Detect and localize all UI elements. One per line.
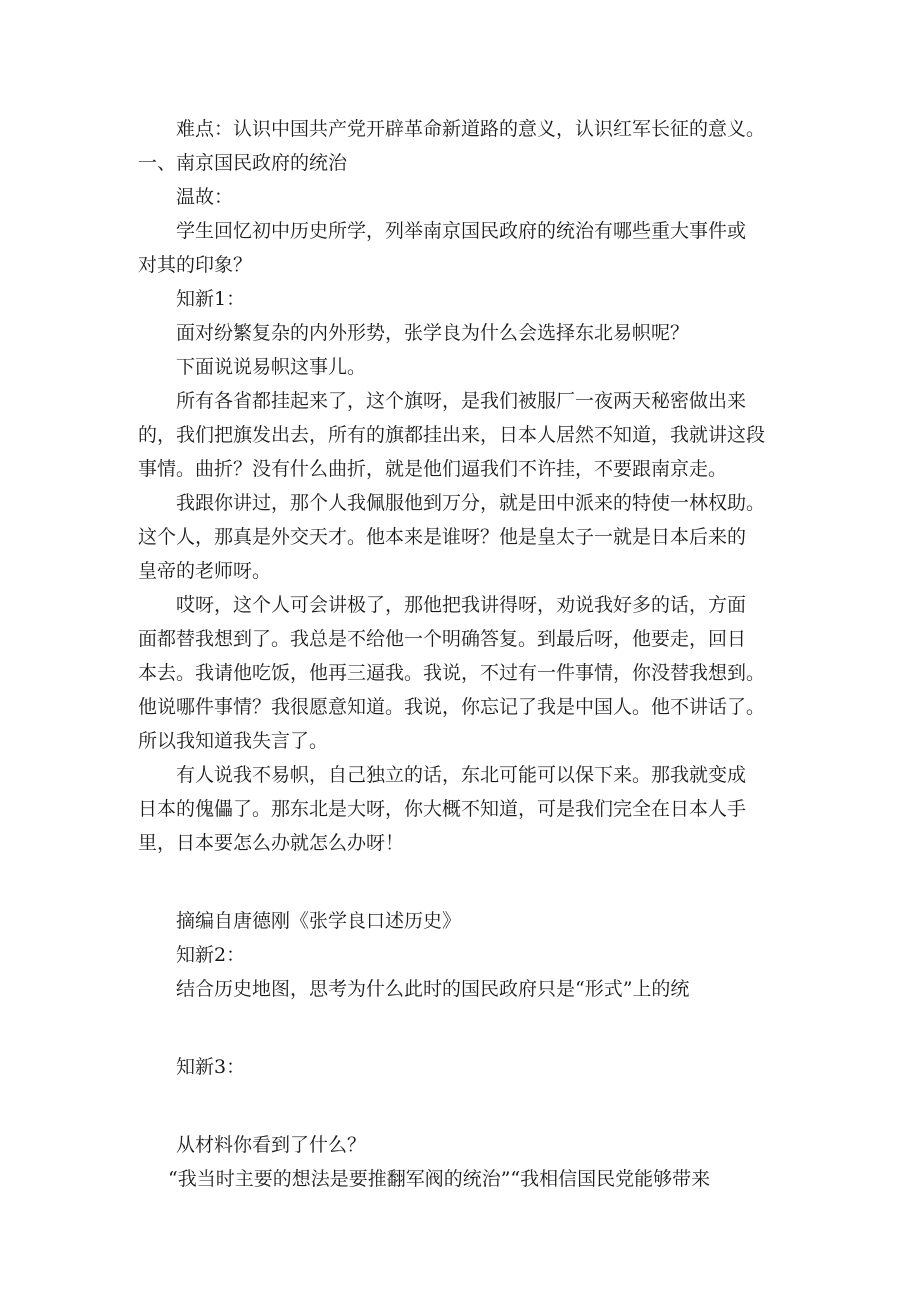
new-knowledge-1-label: 知新1： [176,288,246,310]
paragraph-line: 下面说说易帜这事儿。 [176,356,367,378]
quote-line: 本去。我请他吃饭，他再三逼我。我说，不过有一件事情，你没替我想到。 [138,662,766,684]
document-page [138,112,788,1196]
difficulty-line: 难点：认识中国共产党开辟革命新道路的意义，认识红军长征的意义。 [176,118,766,140]
quote-line: “我当时主要的想法是要推翻军阀的统治”“我相信国民党能够带来 [168,1168,711,1190]
quote-line: 有人说我不易帜，自己独立的话，东北可能可以保下来。那我就变成 [176,764,747,786]
new-knowledge-3-label: 知新3： [176,1056,246,1078]
spacer [138,1006,788,1050]
spacer [138,860,788,904]
new-knowledge-2-label: 知新2： [176,944,246,966]
quote-line: 日本的傀儡了。那东北是大呀，你大概不知道，可是我们完全在日本人手 [138,798,747,820]
quote-line: 事情。曲折？没有什么曲折，就是他们逼我们不许挂，不要跟南京走。 [138,458,728,480]
review-label: 温故： [176,186,234,208]
quote-line: 里，日本要怎么办就怎么办呀！ [138,832,405,854]
quote-line: 所以我知道我失言了。 [138,730,329,752]
question-line: 结合历史地图，思考为什么此时的国民政府只是“形式”上的统 [176,978,690,1000]
quote-line: 这个人，那真是外交天才。他本来是谁呀？他是皇太子一就是日本后来的 [138,526,747,548]
paragraph-line: 学生回忆初中历史所学，列举南京国民政府的统治有哪些重大事件或 [176,220,747,242]
quote-line: 的，我们把旗发出去，所有的旗都挂出来，日本人居然不知道，我就讲这段 [138,424,766,446]
quote-line: 哎呀，这个人可会讲极了，那他把我讲得呀，劝说我好多的话，方面 [176,594,747,616]
question-line: 从材料你看到了什么？ [176,1134,367,1156]
section-heading: 一、南京国民政府的统治 [138,152,348,174]
quote-line: 他说哪件事情？我很愿意知道。我说，你忘记了我是中国人。他不讲话了。 [138,696,766,718]
paragraph-line: 对其的印象？ [138,254,253,276]
quote-line: 我跟你讲过，那个人我佩服他到万分，就是田中派来的特使一林权助。 [176,492,766,514]
spacer [138,1084,788,1128]
quote-line: 所有各省都挂起来了，这个旗呀，是我们被服厂一夜两天秘密做出来 [176,390,747,412]
quote-line: 面都替我想到了。我总是不给他一个明确答复。到最后呀，他要走，回日 [138,628,747,650]
question-line: 面对纷繁复杂的内外形势，张学良为什么会选择东北易帜呢？ [176,322,690,344]
source-citation: 摘编自唐德刚《张学良口述历史》 [176,910,462,932]
quote-line: 皇帝的老师呀。 [138,560,272,582]
